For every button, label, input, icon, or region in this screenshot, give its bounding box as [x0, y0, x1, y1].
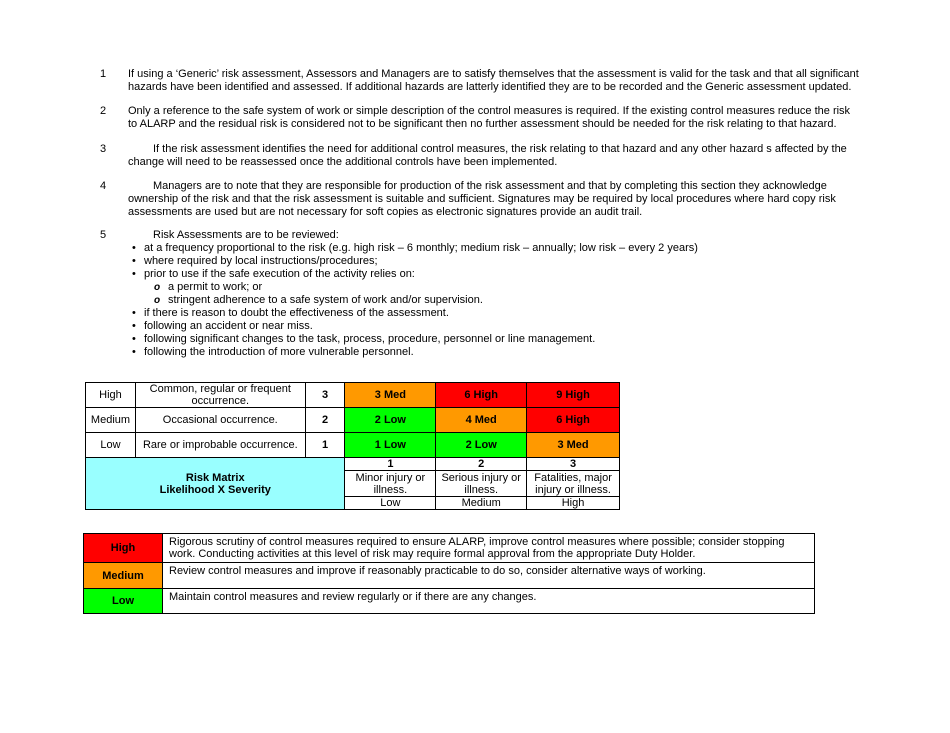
likelihood-level: Medium: [86, 408, 136, 433]
note-2: [100, 105, 860, 131]
key-label: Medium: [84, 563, 163, 589]
severity-desc: Fatalities, major injury or illness.: [527, 471, 620, 497]
note-number: 5: [100, 229, 107, 241]
severity-number-row: [86, 458, 620, 471]
matrix-cell: 2 Low: [436, 433, 527, 458]
note-5: [100, 229, 860, 242]
key-text: Review control measures and improve if reasonably practicable to do so, consider alternative ways of working.: [163, 563, 815, 589]
list-item: • following the introduction of more vulnerable personnel.: [130, 346, 698, 359]
matrix-cell: 6 High: [436, 383, 527, 408]
list-item: • at a frequency proportional to the risk (e.g. high risk – 6 monthly; medium risk – annually; low risk – every 2 years): [130, 242, 698, 255]
likelihood-level: Low: [86, 433, 136, 458]
note-number: 2: [100, 105, 107, 117]
severity-level: Medium: [436, 497, 527, 510]
matrix-cell: 3 Med: [345, 383, 436, 408]
list-subitem: o a permit to work; or: [130, 281, 698, 294]
matrix-cell: 2 Low: [345, 408, 436, 433]
list-subitem: o stringent adherence to a safe system of work and/or supervision.: [130, 294, 698, 307]
key-row-high: [84, 534, 815, 563]
likelihood-desc: Rare or improbable occurrence.: [135, 433, 305, 458]
matrix-title-line2: Likelihood X Severity: [159, 483, 271, 496]
list-item: • where required by local instructions/procedures;: [130, 255, 698, 268]
key-row-low: [84, 589, 815, 614]
key-label: High: [84, 534, 163, 563]
severity-number: 3: [527, 458, 620, 471]
note-text: Managers are to note that they are responsible for production of the risk assessment and that by completing this section they acknowledge ownership of the risk and that the risk assessment is suitable and sufficient. Signatures may be required by local procedures where hard copy risk assessments are used but are not necessary for soft copies as electronic signatures provide an audit trail.: [128, 180, 836, 218]
note-text: If using a ‘Generic’ risk assessment, Assessors and Managers are to satisfy themselves that the assessment is valid for the task and that all significant hazards have been identified and assessed. If additional hazards are latterly identified they are to be recorded and the Generic assessment updated.: [128, 68, 859, 93]
note-number: 3: [100, 143, 107, 155]
likelihood-desc: Common, regular or frequent occurrence.: [135, 383, 305, 408]
review-list: [130, 242, 698, 359]
matrix-cell: 9 High: [527, 383, 620, 408]
matrix-cell: 4 Med: [436, 408, 527, 433]
severity-desc: Serious injury or illness.: [436, 471, 527, 497]
note-3: [100, 143, 860, 169]
matrix-row-low: [86, 433, 620, 458]
matrix-row-medium: [86, 408, 620, 433]
severity-number: 2: [436, 458, 527, 471]
matrix-cell: 6 High: [527, 408, 620, 433]
severity-level: Low: [345, 497, 436, 510]
key-text: Rigorous scrutiny of control measures required to ensure ALARP, improve control measures where possible; consider stopping work. Conducting activities at this level of risk may require formal approval from the appropriate Duty Holder.: [163, 534, 815, 563]
list-item: • prior to use if the safe execution of the activity relies on:: [130, 268, 698, 281]
note-4: [100, 180, 860, 219]
risk-key-table: [83, 533, 815, 614]
note-text: Only a reference to the safe system of work or simple description of the control measures is required. If the existing control measures reduce the risk to ALARP and the residual risk is considered not to be significant then no further assessment should be needed for the risk relating to that hazard.: [128, 105, 851, 130]
note-number: 4: [100, 180, 107, 192]
severity-number: 1: [345, 458, 436, 471]
list-item: • if there is reason to doubt the effectiveness of the assessment.: [130, 307, 698, 320]
note-text: If the risk assessment identifies the need for additional control measures, the risk relating to that hazard and any other hazard s affected by the change will need to be reassessed once the additional controls have been implemented.: [128, 143, 847, 168]
list-item: • following significant changes to the task, process, procedure, personnel or line management.: [130, 333, 698, 346]
list-item: • following an accident or near miss.: [130, 320, 698, 333]
matrix-cell: 3 Med: [527, 433, 620, 458]
severity-level: High: [527, 497, 620, 510]
severity-desc: Minor injury or illness.: [345, 471, 436, 497]
matrix-cell: 1 Low: [345, 433, 436, 458]
key-row-medium: [84, 563, 815, 589]
likelihood-level: High: [86, 383, 136, 408]
likelihood-score: 1: [305, 433, 345, 458]
key-text: Maintain control measures and review regularly or if there are any changes.: [163, 589, 815, 614]
matrix-title: [86, 458, 345, 510]
note-1: [100, 68, 860, 94]
likelihood-score: 2: [305, 408, 345, 433]
risk-matrix-table: [85, 382, 620, 510]
likelihood-desc: Occasional occurrence.: [135, 408, 305, 433]
likelihood-score: 3: [305, 383, 345, 408]
matrix-row-high: [86, 383, 620, 408]
key-label: Low: [84, 589, 163, 614]
note-text: Risk Assessments are to be reviewed:: [153, 229, 339, 241]
matrix-title-line1: Risk Matrix: [185, 471, 245, 484]
note-number: 1: [100, 68, 107, 80]
